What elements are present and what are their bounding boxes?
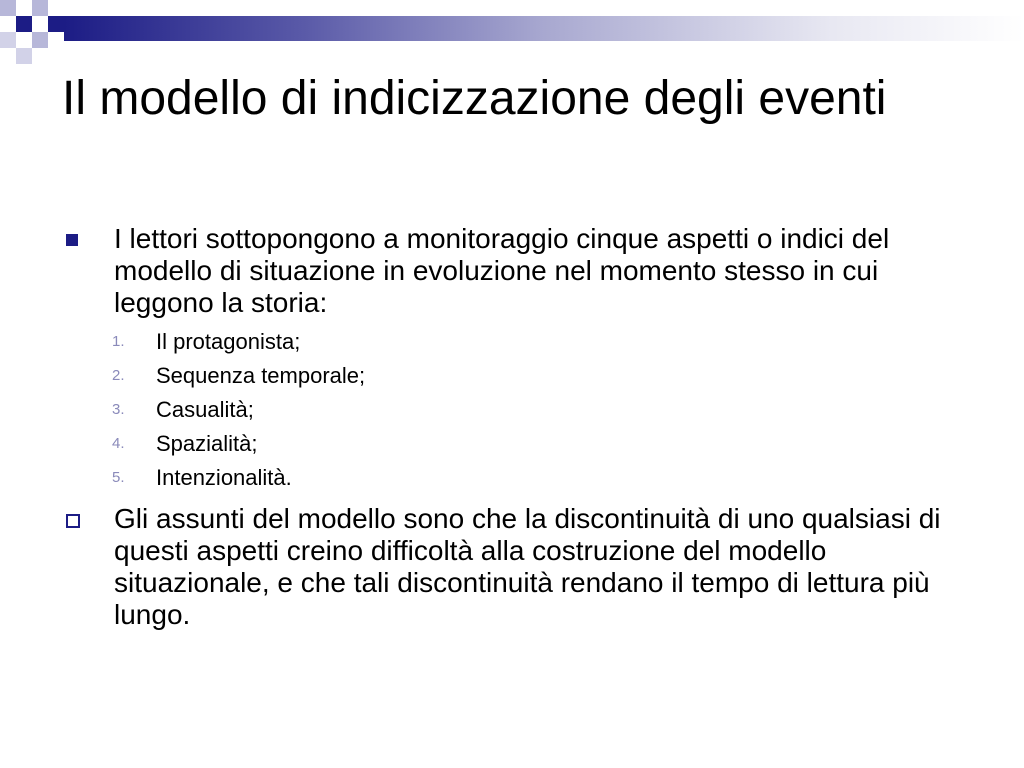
sublist-item	[62, 393, 962, 427]
sublist-text: Spazialità;	[156, 431, 258, 456]
slide-content	[62, 223, 962, 637]
sublist-text: Il protagonista;	[156, 329, 301, 354]
deco-square	[16, 16, 32, 32]
sublist-item	[62, 325, 962, 359]
bullet-text: I lettori sottopongono a monitoraggio cinque aspetti o indici del modello di situazione in evoluzione nel momento stesso in cui leggono la storia:	[114, 223, 890, 318]
slide-title: Il modello di indicizzazione degli eventi	[62, 72, 887, 125]
sublist-number: 3.	[112, 401, 125, 418]
sublist-item	[62, 461, 962, 495]
bullet-text: Gli assunti del modello sono che la discontinuità di uno qualsiasi di questi aspetti creino difficoltà alla costruzione del modello situazionale, e che tali discontinuità rendano il tempo di lettura più lungo.	[114, 503, 941, 630]
deco-square	[0, 0, 16, 16]
sublist-number: 1.	[112, 333, 125, 350]
sublist-text: Casualità;	[156, 397, 254, 422]
deco-square	[0, 32, 16, 48]
filled-square-bullet-icon	[66, 234, 78, 246]
numbered-sublist	[62, 325, 962, 495]
sublist-text: Intenzionalità.	[156, 465, 292, 490]
deco-square	[16, 48, 32, 64]
deco-square	[32, 0, 48, 16]
sublist-item	[62, 359, 962, 393]
deco-square	[32, 32, 48, 48]
hollow-square-bullet-icon	[66, 514, 80, 528]
bullet-item-1	[62, 223, 962, 319]
sublist-text: Sequenza temporale;	[156, 363, 366, 388]
sublist-number: 2.	[112, 367, 125, 384]
deco-square	[48, 16, 64, 32]
sublist-number: 4.	[112, 435, 125, 452]
decorative-gradient-bar	[64, 16, 1024, 41]
sublist-number: 5.	[112, 469, 125, 486]
sublist-item	[62, 427, 962, 461]
bullet-item-2	[62, 503, 962, 631]
